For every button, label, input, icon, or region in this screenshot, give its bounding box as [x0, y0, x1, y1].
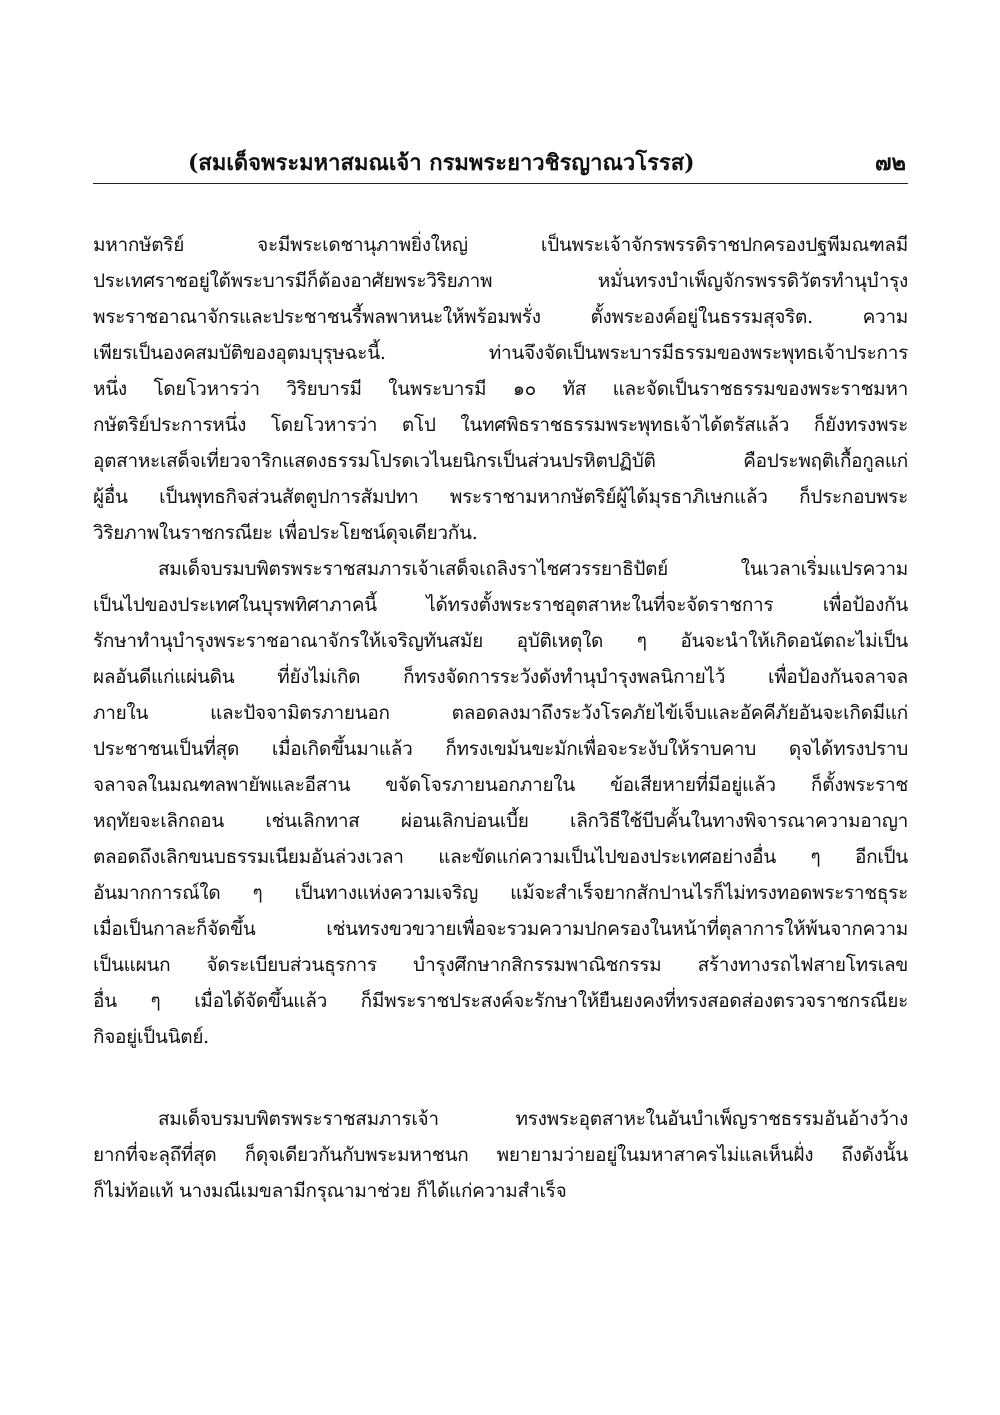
text-line: อุตสาหะเสด็จเที่ยวจาริกแสดงธรรมโปรดเวไนยนิกรเป็นส่วนปรหิตปฏิบัติ คือประพฤติเกื้อกูลแก่: [93, 450, 908, 472]
text-line: หฤทัยจะเลิกถอน เช่นเลิกทาส ผ่อนเลิกบ่อนเบี้ย เลิกวิธีใช้บีบคั้นในทางพิจารณาความอาญา: [93, 810, 908, 832]
text-line: อื่น ๆ เมื่อได้จัดขึ้นแล้ว ก็มีพระราชประสงค์จะรักษาให้ยืนยงคงที่ทรงสอดส่องตรวจราชกรณียะ: [93, 990, 908, 1012]
text-line: สมเด็จบรมบพิตรพระราชสมภารเจ้า ทรงพระอุตสาหะในอันบำเพ็ญราชธรรมอันอ้างว้าง: [158, 1108, 908, 1130]
running-header: [93, 148, 908, 184]
text-line: รักษาทำนุบำรุงพระราชอาณาจักรให้เจริญทันสมัย อุบัติเหตุใด ๆ อันจะนำให้เกิดอนัตถะไม่เป็น: [93, 630, 908, 652]
page-number: ๗๒: [874, 150, 906, 176]
text-line: ประเทศราชอยู่ใต้พระบารมีก็ต้องอาศัยพระวิริยภาพ หมั่นทรงบำเพ็ญจักรพรรดิวัตรทำนุบำรุง: [93, 270, 908, 292]
text-line: ยากที่จะลุถึที่สุด ก็ดุจเดียวกันกับพระมหาชนก พยายามว่ายอยู่ในมหาสาครไม่แลเห็นฝั่ง ถึงดังนั้น: [93, 1144, 908, 1166]
header-rule: [93, 183, 908, 184]
text-line: เพียรเป็นองคสมบัติของอุตมบุรุษฉะนี้. ท่านจึงจัดเป็นพระบารมีธรรมของพระพุทธเจ้าประการ: [93, 342, 908, 364]
text-line: เป็นแผนก จัดระเบียบส่วนธุรการ บำรุงศึกษากสิกรรมพาณิชกรรม สร้างทางรถไฟสายโทรเลข: [93, 954, 908, 976]
text-line: ภายใน และปัจจามิตรภายนอก ตลอดลงมาถึงระวังโรคภัยไข้เจ็บและอัคคีภัยอันจะเกิดมีแก่: [93, 702, 908, 724]
text-line: ผู้อื่น เป็นพุทธกิจส่วนสัตตูปการสัมปทา พระราชามหากษัตริย์ผู้ได้มุรธาภิเษกแล้ว ก็ประกอบพระ: [93, 486, 908, 508]
text-line: มหากษัตริย์ จะมีพระเดชานุภาพยิ่งใหญ่ เป็นพระเจ้าจักรพรรดิราชปกครองปฐพีมณฑลมี: [93, 234, 908, 256]
text-line: พระราชอาณาจักรและประชาชนรี้พลพาหนะให้พร้อมพรั่ง ตั้งพระองค์อยู่ในธรรมสุจริต. ความ: [93, 306, 908, 328]
text-line: สมเด็จบรมบพิตรพระราชสมภารเจ้าเสด็จเถลิงราไชศวรรยาธิปัตย์ ในเวลาเริ่มแปรความ: [158, 558, 908, 580]
text-line: กษัตริย์ประการหนึ่ง โดยโวหารว่า ตโป ในทศพิธราชธรรมพระพุทธเจ้าได้ตรัสแล้ว ก็ยังทรงพระ: [93, 414, 908, 436]
text-line: วิริยภาพในราชกรณียะ เพื่อประโยชน์ดุจเดียวกัน.: [93, 522, 478, 544]
text-line: ประชาชนเป็นที่สุด เมื่อเกิดขึ้นมาแล้ว ก็ทรงเขม้นขะมักเพื่อจะระงับให้ราบคาบ ดุจได้ทรงปราบ: [93, 738, 908, 760]
text-line: หนึ่ง โดยโวหารว่า วิริยบารมี ในพระบารมี ๑๐ ทัส และจัดเป็นราชธรรมของพระราชมหา: [93, 378, 908, 400]
text-line: อันมากการณ์ใด ๆ เป็นทางแห่งความเจริญ แม้จะสำเร็จยากสักปานไรก็ไม่ทรงทอดพระราชธุระ: [93, 882, 908, 904]
text-line: กิจอยู่เป็นนิตย์.: [93, 1026, 209, 1048]
text-line: เมื่อเป็นกาละก็จัดขึ้น เช่นทรงขวขวายเพื่อจะรวมความปกครองในหน้าที่ตุลาการให้พ้นจากความ: [93, 918, 908, 940]
text-line: ก็ไม่ท้อแท้ นางมณีเมขลามีกรุณามาช่วย ก็ได้แก่ความสำเร็จ: [93, 1180, 567, 1202]
text-line: จลาจลในมณฑลพายัพและอีสาน ขจัดโจรภายนอกภายใน ข้อเสียหายที่มีอยู่แล้ว ก็ตั้งพระราช: [93, 774, 908, 796]
text-line: ผลอันดีแก่แผ่นดิน ที่ยังไม่เกิด ก็ทรงจัดการระวังดังทำนุบำรุงพลนิกายไว้ เพื่อป้องกันจลาจล: [93, 666, 908, 688]
text-line: ตลอดถึงเลิกขนบธรรมเนียมอันล่วงเวลา และขัดแก่ความเป็นไปของประเทศอย่างอื่น ๆ อีกเป็น: [93, 846, 908, 868]
text-line: เป็นไปของประเทศในบุรพทิศาภาคนี้ ได้ทรงตั้งพระราชอุตสาหะในที่จะจัดราชการ เพื่อป้องกัน: [93, 594, 908, 616]
header-title: (สมเด็จพระมหาสมณเจ้า กรมพระยาวชิรญาณวโรรส): [188, 150, 695, 176]
